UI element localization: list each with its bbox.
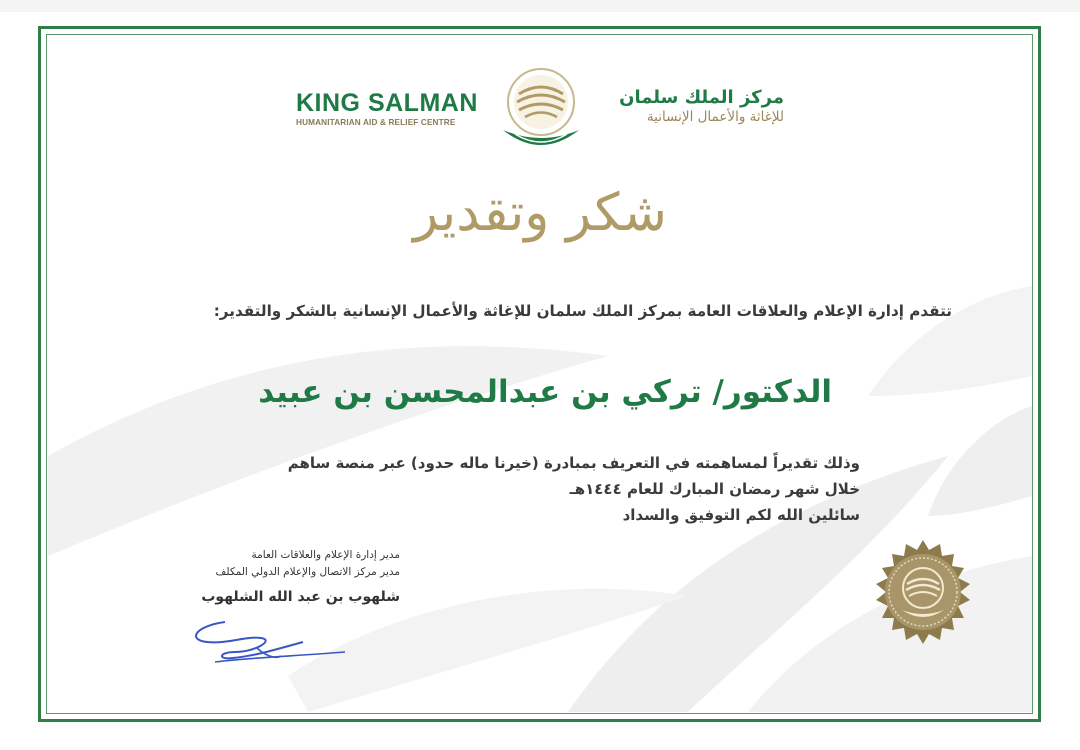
signatory-title-2: مدير مركز الاتصال والإعلام الدولي المكلف — [215, 566, 400, 578]
recipient-name: الدكتور/ تركي بن عبدالمحسن بن عبيد — [258, 374, 832, 410]
logo-arabic-title: مركز الملك سلمان — [619, 87, 784, 108]
top-strip — [0, 0, 1080, 12]
handwritten-signature — [185, 612, 355, 670]
body-line: خلال شهر رمضان المبارك للعام ١٤٤٤هـ — [569, 480, 860, 498]
logo-arabic-subtitle: للإغاثة والأعمال الإنسانية — [646, 109, 784, 125]
certificate-heading: شكر وتقدير — [413, 183, 667, 243]
logo-english — [296, 90, 478, 127]
body-line: وذلك تقديراً لمساهمته في التعريف بمبادرة (خيرنا ماله حدود) عبر منصة ساهم — [287, 454, 860, 472]
gold-seal-icon — [866, 538, 980, 652]
ksrelief-emblem-icon — [495, 64, 587, 154]
certificate-body — [170, 450, 860, 528]
signatory-title-1: مدير إدارة الإعلام والعلاقات العامة — [251, 549, 400, 561]
logo-arabic — [598, 88, 784, 125]
intro-text: تتقدم إدارة الإعلام والعلاقات العامة بمركز الملك سلمان للإغاثة والأعمال الإنسانية بالشكر والتقدير: — [213, 302, 952, 320]
logo-english-subtitle: HUMANITARIAN AID & RELIEF CENTRE — [296, 118, 456, 127]
signatory-block — [120, 547, 400, 605]
signatory-name: شلهوب بن عبد الله الشلهوب — [201, 589, 400, 605]
body-line: سائلين الله لكم التوفيق والسداد — [622, 506, 860, 524]
logo-english-title: KING SALMAN — [296, 89, 478, 117]
